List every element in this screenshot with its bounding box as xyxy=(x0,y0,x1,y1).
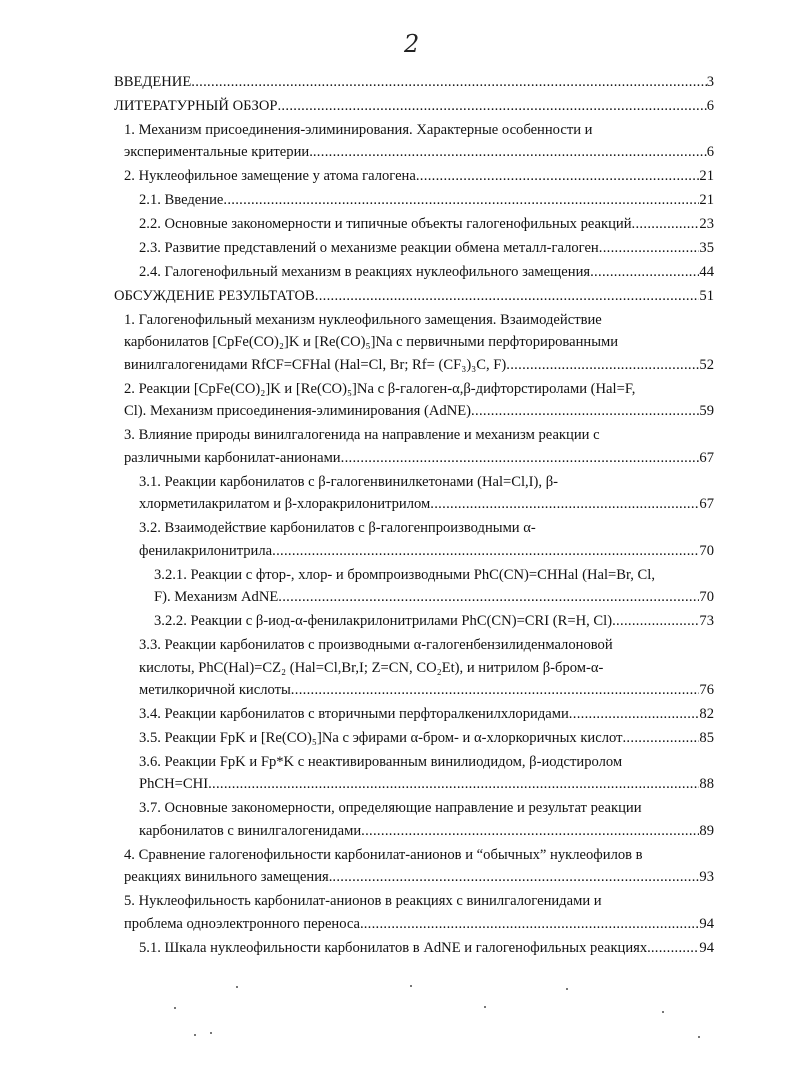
dot-leader xyxy=(272,540,699,563)
toc-page-number: 6 xyxy=(706,97,714,114)
dot-leader xyxy=(430,493,699,516)
toc-page-number: 44 xyxy=(699,263,714,280)
toc-page-number: 3 xyxy=(706,74,714,90)
dot-leader xyxy=(612,610,699,633)
toc-entry-title: 2.1. Введение xyxy=(139,192,224,209)
toc-entry xyxy=(114,213,714,236)
toc-entry-title: 5.1. Шкала нуклеофильности карбонилатов в AdNE и галогенофильных реакциях. xyxy=(139,939,651,956)
dot-leader xyxy=(278,586,699,609)
toc-entry xyxy=(114,844,714,889)
toc-entry-line: 2. Реакции [CpFe(CO)₂]K и [Re(CO)₅]Na с β-галоген-α,β-дифторстиролами (Hal=F, xyxy=(124,380,636,397)
toc-page-number: 52 xyxy=(699,356,714,373)
toc-entry-line: карбонилатов [CpFe(CO)₂]K и [Re(CO)₅]Na с первичными перфторированными xyxy=(124,334,619,351)
toc-page-number: 93 xyxy=(699,869,714,886)
toc-entry-title: Cl). Механизм присоединения-элиминирования (AdNE) xyxy=(124,403,472,420)
toc-entry xyxy=(114,285,714,308)
dot-leader xyxy=(569,703,700,726)
toc-page-number: 94 xyxy=(699,915,714,932)
toc-entry xyxy=(114,261,714,284)
toc-entry-line: 1. Механизм присоединения-элиминирования. Характерные особенности и xyxy=(124,121,593,138)
dot-leader xyxy=(361,820,699,843)
toc-entry-line: 3.1. Реакции карбонилатов с β-галогенвинилкетонами (Hal=Cl,I), β- xyxy=(139,473,558,490)
dot-leader xyxy=(506,354,699,377)
toc-entry-title: 2. Нуклеофильное замещение у атома галогена xyxy=(124,168,416,185)
dot-leader xyxy=(341,447,700,470)
toc-entry xyxy=(114,937,714,960)
toc-entry-line: кислоты, PhC(Hal)=CZ₂ (Hal=Cl,Br,I; Z=CN, CO₂Et), и нитрилом β-бром-α- xyxy=(139,659,604,676)
toc-entry-title: ВВЕДЕНИЕ xyxy=(114,74,192,90)
toc-entry-title: фенилакрилонитрила xyxy=(139,542,273,559)
toc-page-number: 70 xyxy=(699,589,714,606)
toc-page-number: 51 xyxy=(699,287,714,304)
toc-page-number: 23 xyxy=(699,216,714,233)
toc-entry xyxy=(114,634,714,702)
dot-leader xyxy=(313,141,707,164)
toc-page-number: 67 xyxy=(699,496,714,513)
toc-page-number: 21 xyxy=(699,168,714,185)
toc-entry-title: 2.4. Галогенофильный механизм в реакциях нуклеофильного замещения xyxy=(139,263,591,280)
toc-entry-title: 3.4. Реакции карбонилатов с вторичными перфторалкенилхлоридами xyxy=(139,706,569,723)
toc-entry xyxy=(114,95,714,118)
toc-entry-title: экспериментальные критерии. xyxy=(124,144,313,161)
dot-leader xyxy=(416,165,700,188)
toc-entry-title: различными карбонилат-анионами xyxy=(124,449,341,466)
toc-entry-title: проблема одноэлектронного переноса. xyxy=(124,915,364,932)
dot-leader xyxy=(315,285,700,308)
toc-page-number: 89 xyxy=(699,822,714,839)
toc-entry-title: 3.2.2. Реакции с β-иод-α-фенилакрилонитрилами PhC(CN)=CRI (R=H, Cl) xyxy=(154,613,613,630)
toc-page-number: 21 xyxy=(699,192,714,209)
toc-entry xyxy=(114,309,714,377)
toc-entry xyxy=(114,119,714,164)
toc-entry-line: 4. Сравнение галогенофильности карбонилат-анионов и “обычных” нуклеофилов в xyxy=(124,846,643,863)
toc-page-number: 35 xyxy=(699,239,714,256)
toc-entry xyxy=(114,424,714,469)
dot-leader xyxy=(291,679,700,702)
toc-entry-line: 3.2.1. Реакции с фтор-, хлор- и бромпроизводными PhC(CN)=CHHal (Hal=Br, Cl, xyxy=(154,566,655,583)
toc-entry-title: ЛИТЕРАТУРНЫЙ ОБЗОР xyxy=(114,97,278,114)
toc-entry-title: 2.2. Основные закономерности и типичные объекты галогенофильных реакций xyxy=(139,216,632,233)
page-number: 2 xyxy=(404,30,420,58)
toc-entry-title: хлорметилакрилатом и β-хлоракрилонитрилом xyxy=(139,496,431,513)
toc-page-number: 88 xyxy=(699,776,714,793)
toc-entry xyxy=(114,71,714,94)
dot-leader xyxy=(599,237,700,260)
dot-leader xyxy=(223,189,699,212)
toc-entry-title: реакциях винильного замещения. xyxy=(124,869,333,886)
toc-page-number: 6 xyxy=(706,144,714,161)
toc-entry xyxy=(114,751,714,796)
toc-entry-line: 3. Влияние природы винилгалогенида на направление и механизм реакции с xyxy=(124,427,600,444)
toc-entry-line: 3.3. Реакции карбонилатов с производными α-галогенбензилиденмалоновой xyxy=(139,637,613,653)
toc-entry xyxy=(114,797,714,842)
dot-leader xyxy=(277,95,706,118)
toc-page-number: 70 xyxy=(699,542,714,559)
toc-page-number: 59 xyxy=(699,403,714,420)
toc-entry-line: 5. Нуклеофильность карбонилат-анионов в реакциях с винилгалогенидами и xyxy=(124,893,602,910)
dot-leader xyxy=(651,937,700,960)
toc-entry-line: 1. Галогенофильный механизм нуклеофильного замещения. Взаимодействие xyxy=(124,311,602,328)
toc-page-number: 85 xyxy=(699,729,714,746)
dot-leader xyxy=(622,727,699,750)
table-of-contents xyxy=(114,71,714,961)
toc-entry xyxy=(114,703,714,726)
toc-entry xyxy=(114,189,714,212)
dot-leader xyxy=(191,71,706,94)
dot-leader xyxy=(208,773,699,796)
toc-entry xyxy=(114,727,714,750)
dot-leader xyxy=(332,866,699,889)
toc-entry-title: 3.5. Реакции FpK и [Re(CO)₅]Na с эфирами α-бром- и α-хлоркоричных кислот xyxy=(139,729,623,746)
toc-page-number: 67 xyxy=(699,449,714,466)
toc-entry xyxy=(114,890,714,935)
toc-entry-title: карбонилатов с винилгалогенидами xyxy=(139,822,362,839)
toc-entry-title: винилгалогенидами RfCF=CFHal (Hal=Cl, Br; Rf= (CF₃)₃C, F) xyxy=(124,356,507,373)
dot-leader xyxy=(471,400,699,423)
toc-entry xyxy=(114,471,714,516)
toc-entry-title: ОБСУЖДЕНИЕ РЕЗУЛЬТАТОВ xyxy=(114,287,315,304)
dot-leader xyxy=(590,261,699,284)
toc-entry-title: 2.3. Развитие представлений о механизме реакции обмена металл-галоген xyxy=(139,239,599,256)
toc-entry-line: 3.7. Основные закономерности, определяющие направление и результат реакции xyxy=(139,800,642,817)
toc-page-number: 73 xyxy=(699,613,714,630)
toc-entry xyxy=(114,610,714,633)
toc-page-number: 94 xyxy=(699,939,714,956)
toc-page-number: 82 xyxy=(699,706,714,723)
toc-entry xyxy=(114,378,714,423)
toc-entry-title: PhCH=CHI xyxy=(139,776,209,793)
toc-entry xyxy=(114,237,714,260)
toc-entry-line: 3.6. Реакции FpK и Fp*K с неактивированным винилиодидом, β-иодстиролом xyxy=(139,753,623,770)
dot-leader xyxy=(632,213,700,236)
toc-entry xyxy=(114,165,714,188)
toc-page-number: 76 xyxy=(699,682,714,699)
toc-entry-title: F). Механизм AdNE xyxy=(154,589,279,606)
dot-leader xyxy=(364,913,700,936)
toc-entry-line: 3.2. Взаимодействие карбонилатов с β-галогенпроизводными α- xyxy=(139,520,536,537)
toc-entry xyxy=(114,564,714,609)
toc-entry-title: метилкоричной кислоты xyxy=(139,682,291,699)
toc-entry xyxy=(114,517,714,562)
